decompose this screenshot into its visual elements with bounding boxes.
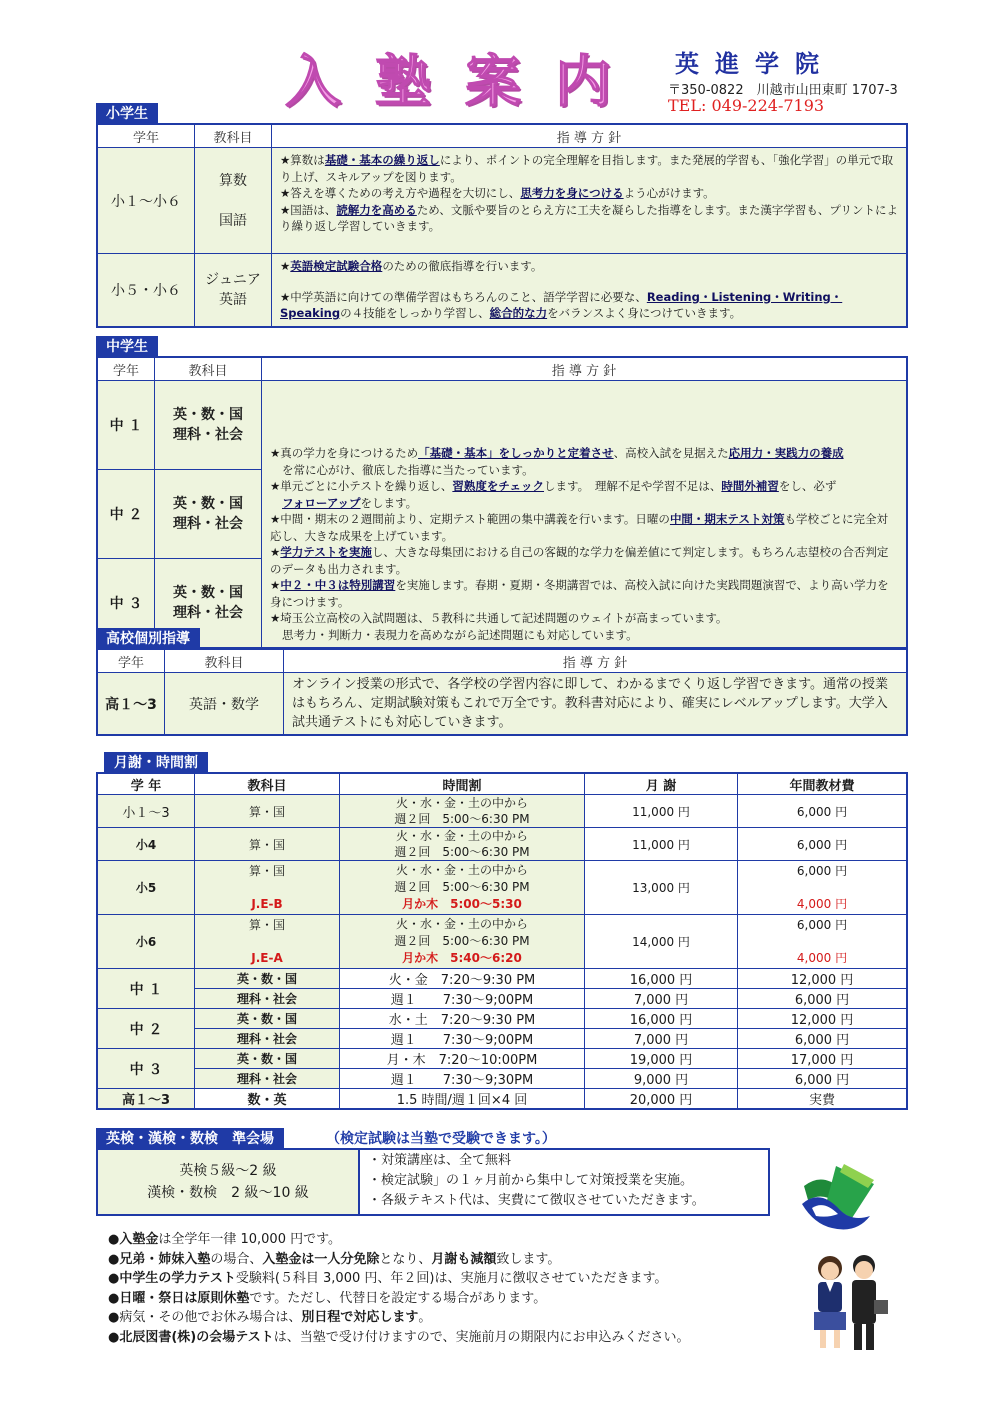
note-item: ●病気・その他でお休み場合は、別日程で対応します。	[108, 1310, 432, 1325]
students-illustration-icon	[800, 1250, 894, 1354]
subject-cell: 英・数・国 理科・社会	[155, 559, 262, 648]
policy-cell: ★算数は基礎・基本の繰り返しにより、ポイントの完全理解を目指します。また発展的学習も、「強化学習」の単元で取り上げ、スキルアップを図ります。 ★答えを導くための考え方や過程を大切にし、思考力を身につけるよう心がけます。 ★国語は、読解力を高めるため、文脈や要旨のとらえ方に工夫を凝らした指導をします。また漢字学習も、プリントにより繰り返し学習していきます。	[272, 148, 908, 254]
table-row: 理科・社会 週１ 7:30～9;00PM 7,000 円 6,000 円	[97, 989, 907, 1009]
header-grade: 学年	[97, 357, 155, 381]
note-item: ●入塾金は全学年一律 10,000 円です。	[108, 1232, 342, 1247]
grade-cell: 中 ２	[97, 470, 155, 559]
section-label-exam: 英検・漢検・数検 準会場	[96, 1128, 284, 1150]
header-material: 年間教材費	[738, 773, 908, 795]
section-label-middle: 中学生	[96, 336, 158, 358]
exam-note: （検定試験は当塾で受験できます。）	[326, 1131, 556, 1147]
exam-levels: 英検５級～2 級 漢検・数検 2 級～10 級	[98, 1150, 360, 1214]
page-title: 入塾案内	[285, 50, 645, 115]
table-row: 小4 算・国 火・水・金・土の中から 週２回 5:00～6:30 PM 11,000 円 6,000 円	[97, 828, 907, 861]
table-row: 中 ３ 英・数・国 月・木 7:20～10:00PM 19,000 円 17,000 円	[97, 1049, 907, 1069]
header-subject: 教科目	[195, 773, 340, 795]
middle-table	[96, 356, 908, 649]
note-item: ●日曜・祭日は原則休塾です。ただし、代替日を設定する場合があります。	[108, 1290, 547, 1306]
header-grade: 学年	[97, 649, 165, 673]
table-row: 中 ２ 英・数・国 水・土 7:20～9:30 PM 16,000 円 12,000 円	[97, 1009, 907, 1029]
note-item: ●中学生の学力テスト受験料(５科目 3,000 円、年２回)は、実施月に徴収させていただきます。	[108, 1271, 668, 1286]
subject-cell: 英語・数学	[165, 673, 284, 736]
exam-box	[96, 1148, 770, 1216]
header-subject: 教科目	[165, 649, 284, 673]
header-grade: 学年	[97, 124, 195, 148]
subject-junior: ジュニア	[205, 271, 261, 288]
school-address: 〒350-0822 川越市山田東町 1707-3	[668, 83, 898, 98]
header-grade: 学 年	[97, 773, 195, 795]
subject-cell	[195, 254, 272, 327]
header-subject: 教科目	[195, 124, 272, 148]
exam-details: ・対策講座は、全て無料 ・検定試験」の１ヶ月前から集中して対策授業を実施。 ・各級テキスト代は、実費にて徴収させていただきます。	[368, 1153, 705, 1208]
section-label-fees: 月謝・時間割	[104, 752, 208, 774]
policy-cell: ★真の学力を身につけるため「基礎・基本」をしっかりと定着させ、高校入試を見据えた応用力・実践力の養成 を常に心がけ、徹底した指導に当たっています。 ★単元ごとに小テストを繰り返し、習熟度をチェックします。 理解不足や学習不足は、時間外補習をし、必ず フォローアップをします。 ★中間・期末の２週間前より、定期テスト範囲の集中講義を行います。日曜の中間・期末テスト対策も学校ごとに完全対応し、大きな成果を上げています。 ★学力テストを実施し、大きな母集団における自己の客観的な学力を偏差値にて判定します。もちろん志望校の合否判定のデータも出力されます。 ★中２・中３は特別講習を実施します。春期・夏期・冬期講習では、高校入試に向けた実践問題演習で、より高い学力を身につけます。 ★埼玉公立高校の入試問題は、５教科に共通して記述問題のウェイトが高まっています。 思考力・判断力・表現力を高めながら記述問題にも対応しています。	[262, 381, 908, 649]
policy-cell: オンライン授業の形式で、各学校の学習内容に即して、わかるまでくり返し学習できます。通常の授業はもちろん、定期試験対策もこれで万全です。教科書対応により、確実にレベルアップします。大学入試共通テストにも対応していきます。	[284, 673, 908, 736]
school-tel: TEL: 049-224-7193	[668, 96, 825, 115]
fee-table	[96, 772, 908, 1110]
subject-cell: 英・数・国 理科・社会	[155, 470, 262, 559]
elementary-table	[96, 123, 908, 328]
grade-cell: 小１～小６	[97, 148, 195, 254]
section-label-elementary: 小学生	[96, 103, 158, 125]
table-row: 小6 算・国 J.E-A 火・水・金・土の中から 週２回 5:00～6:30 PM 月か木 5:40～6:20 14,000 円 6,000 円 4,000 円	[97, 915, 907, 969]
subject-english: 英語	[219, 291, 247, 308]
header-policy: 指 導 方 針	[262, 357, 908, 381]
school-name: 英進学院	[675, 50, 835, 78]
note-item: ●兄弟・姉妹入塾の場合、入塾金は一人分免除となり、月謝も減額致します。	[108, 1251, 561, 1267]
table-row: 中 １ 英・数・国 火・金 7:20～9:30 PM 16,000 円 12,000 円	[97, 969, 907, 989]
header-schedule: 時間割	[340, 773, 585, 795]
high-table	[96, 648, 908, 736]
grade-cell: 中 １	[97, 381, 155, 470]
section-label-high: 高校個別指導	[96, 628, 200, 650]
grade-cell: 小５・小６	[97, 254, 195, 327]
grade-cell: 中 ３	[97, 559, 155, 648]
header-subject: 教科目	[155, 357, 262, 381]
subject-japanese: 国語	[219, 212, 247, 229]
table-row: 小5 算・国 J.E-B 火・水・金・土の中から 週２回 5:00～6:30 PM 月か木 5:00～5:30 13,000 円 6,000 円 4,000 円	[97, 861, 907, 915]
table-row: 理科・社会 週１ 7:30～9;00PM 7,000 円 6,000 円	[97, 1029, 907, 1049]
subject-math: 算数	[219, 172, 247, 189]
note-item: ●北辰図書(株)の会場テストは、当塾で受け付けますので、実施前月の期限内にお申込みください。	[108, 1329, 690, 1345]
subject-cell: 英・数・国 理科・社会	[155, 381, 262, 470]
table-row: 小１～3 算・国 火・水・金・土の中から 週２回 5:00～6:30 PM 11,000 円 6,000 円	[97, 795, 907, 828]
school-logo-icon	[796, 1158, 880, 1236]
header-policy: 指 導 方 針	[284, 649, 908, 673]
table-row: 高１～3 数・英 1.5 時間/週１回×4 回 20,000 円 実費	[97, 1089, 907, 1110]
header-policy: 指 導 方 針	[272, 124, 908, 148]
header-fee: 月 謝	[585, 773, 738, 795]
notes-list	[108, 1230, 689, 1347]
policy-cell: ★英語検定試験合格のための徹底指導を行います。 ★中学英語に向けての準備学習はもちろんのこと、語学学習に必要な、Reading・Listening・Writing・Speakingの４技能をしっかり学習し、総合的な力をバランスよく身につけていきます。	[272, 254, 908, 327]
table-row: 理科・社会 週１ 7:30～9;30PM 9,000 円 6,000 円	[97, 1069, 907, 1089]
grade-cell: 高１～3	[97, 673, 165, 736]
subject-cell	[195, 148, 272, 254]
